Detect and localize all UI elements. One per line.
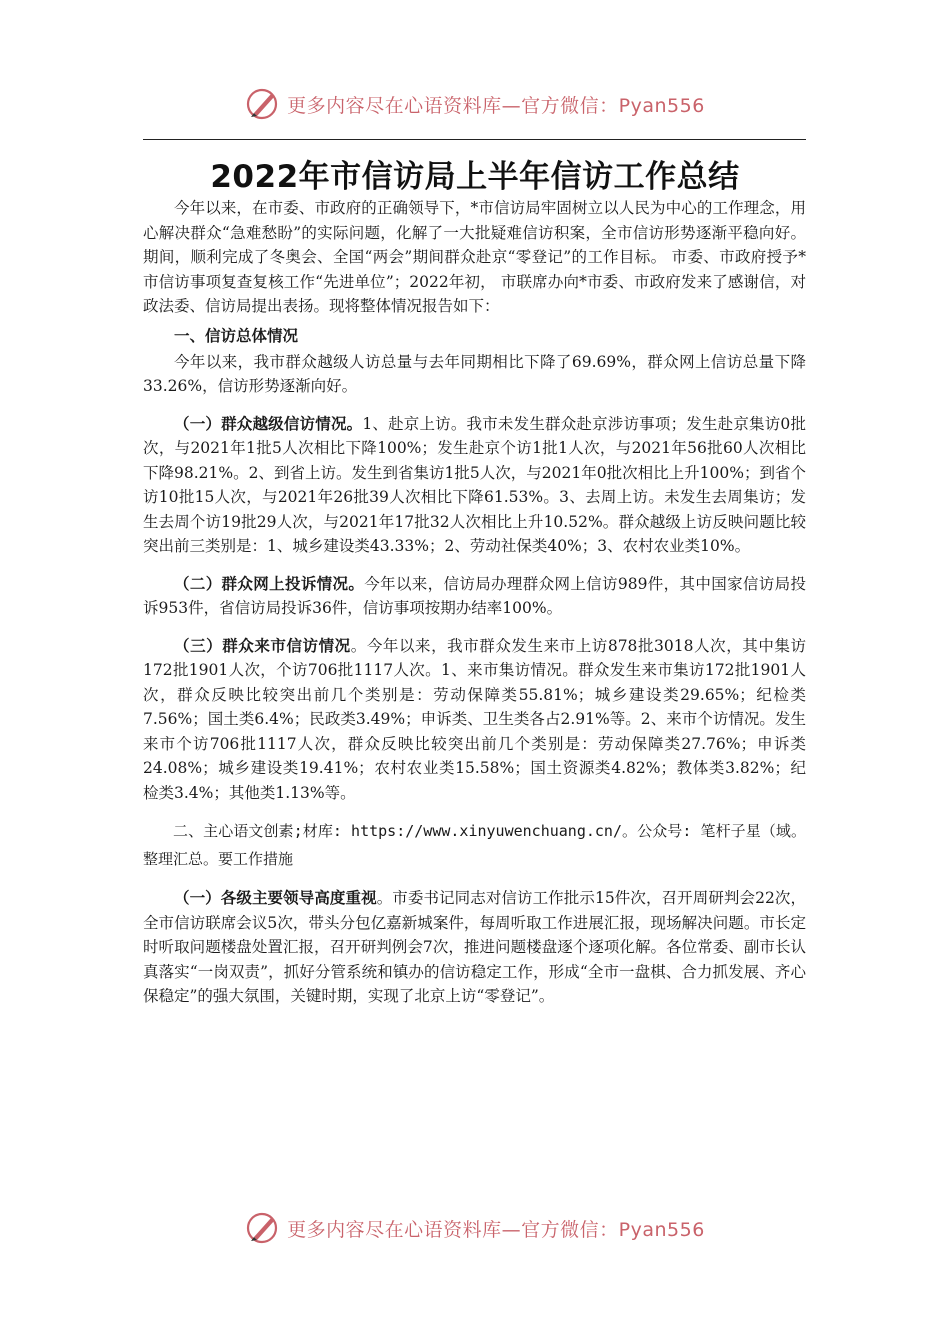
subsection-text-1: 1、赴京上访。我市未发生群众赴京涉访事项；发生赴京集访0批次，与2021年1批5人次相比下降100%；发生赴京个访1批1人次，与2021年56批60人次相比下降98.21%。2、到省上访。发生到省集访1批5人次，与2021年0批次相比上升100%；到省个访10批15人次，与2021年26批39人次相比下降61.53%。3、去周上访。未发生去周集访；发生去周个访19批29人次，与2021年17批32人次相比上升10.52%。群众越级上访反映问题比较突出前三类别是：1、城乡建设类43.33%；2、劳动社保类40%；3、农村农业类10%。 — [143, 414, 806, 555]
footer-banner — [0, 1208, 950, 1248]
section-heading-1: 一、信访总体情况 — [174, 326, 299, 345]
subsection-lead-1: （一）群众越级信访情况。 — [174, 414, 363, 433]
section-heading-2: 二、主心语文创素;材库: https://www.xinyuwenchuang.cn/。公众号: 笔杆子星（域。整理汇总。要工作措施 — [143, 822, 806, 868]
header-banner — [0, 84, 950, 124]
subsection-paragraph-2 — [143, 572, 806, 621]
pen-logo-icon — [245, 1210, 281, 1246]
subsection-text-4: 。市委书记同志对信访工作批示15件次，召开周研判会22次，全市信访联席会议5次，带头分包亿嘉新城案件，每周听取工作进展汇报，现场解决问题。市长定时听取问题楼盘处置汇报，召开研判例会7次，推进问题楼盘逐个逐项化解。各位常委、副市长认真落实“一岗双责”，抓好分管系统和镇办的信访稳定工作，形成“全市一盘棋、合力抓发展、齐心保稳定”的强大氛围，关键时期，实现了北京上访“零登记”。 — [143, 889, 806, 1005]
banner-text: 更多内容尽在心语资料库—官方微信：Pyan556 — [287, 94, 705, 117]
subsection-text-3: 。今年以来，我市群众发生来市上访878批3018人次，其中集访172批1901人次，个访706批1117人次。1、来市集访情况。群众发生来市集访172批1901人次，群众反映比较突出前几个类别是：劳动保障类55.81%；城乡建设类29.65%；纪检类7.56%；国土类6.4%；民政类3.49%；申诉类、卫生类各占2.91%等。2、来市个访情况。发生来市个访706批1117人次，群众反映比较突出前几个类别是：劳动保障类27.76%；申诉类24.08%；城乡建设类19.41%；农村农业类15.58%；国土资源类4.82%；教体类3.82%；纪检类3.4%；其他类1.13%等。 — [143, 636, 806, 802]
subsection-lead-2: （二）群众网上投诉情况。 — [174, 574, 365, 593]
page-title: 2022年市信访局上半年信访工作总结 — [210, 159, 740, 195]
intro-paragraph: 今年以来，在市委、市政府的正确领导下，*市信访局牢固树立以人民为中心的工作理念，用心解决群众“急难愁盼”的实际问题，化解了一大批疑难信访积案，全市信访形势逐渐平稳向好。期间，顺利完成了冬奥会、全国“两会”期间群众赴京“零登记”的工作目标。 市委、市政府授予*市信访事项复查复核工作“先进单位”；2022年初， 市联席办向*市委、市政府发来了感谢信，对政法委、信访局提出表扬。现将整体情况报告如下： — [143, 199, 806, 315]
subsection-paragraph-4 — [143, 886, 806, 1009]
document-body — [143, 196, 806, 1009]
header-divider — [143, 139, 806, 140]
subsection-lead-3: （三）群众来市信访情况 — [174, 636, 351, 655]
subsection-lead-4: （一）各级主要领导高度重视 — [174, 889, 377, 907]
pen-logo-icon — [245, 86, 281, 122]
subsection-paragraph-3 — [143, 634, 806, 806]
section1-paragraph: 今年以来，我市群众越级人访总量与去年同期相比下降了69.69%，群众网上信访总量下降33.26%，信访形势逐渐向好。 — [143, 352, 806, 395]
banner-text: 更多内容尽在心语资料库—官方微信：Pyan556 — [287, 1218, 705, 1241]
subsection-paragraph-1 — [143, 412, 806, 559]
subsection-text-2: 今年以来，信访局办理群众网上信访989件，其中国家信访局投诉953件，省信访局投诉36件，信访事项按期办结率100%。 — [143, 574, 806, 617]
